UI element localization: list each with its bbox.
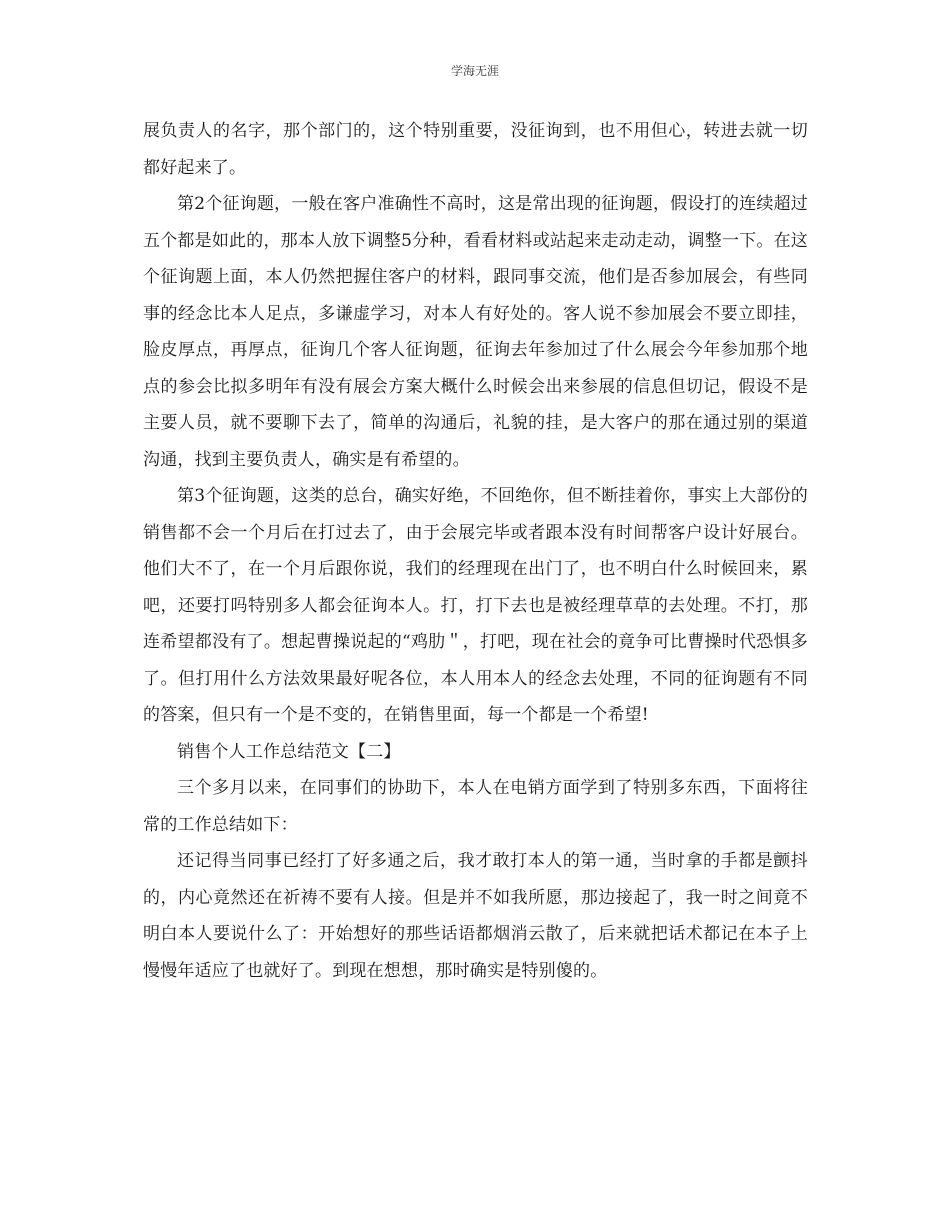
paragraph-intro: 三个多月以来，在同事们的协助下，本人在电销方面学到了特别多东西，下面将往常的工作总结如下：: [143, 778, 808, 835]
paragraph-memory: 还记得当同事已经打了好多通之后，我才敢打本人的第一通，当时拿的手都是颤抖的，内心竟然还在祈祷不要有人接。但是并不如我所愿，那边接起了，我一时之间竟不明白本人要说什么了：开始想好的那些话语都烟消云散了，后来就把话术都记在本子上慢慢年适应了也就好了。到现在想想，那时确实是特别傻的。: [143, 851, 808, 981]
page-header: 学海无涯: [450, 64, 499, 78]
section-heading: 销售个人工作总结范文【二】: [177, 741, 401, 762]
paragraph-question-3: 第3个征询题，这类的总台，确实好绝，不回绝你，但不断挂着你，事实上大部份的销售都不会一个月后在打过去了，由于会展完毕或者跟本没有时间帮客户设计好展台。他们大不了，在一个月后跟你说，我们的经理现在出门了，也不明白什么时候回来，累吧，还要打吗特别多人都会征询本人。打，打下去也是被经理草草的去处理。不打，那连希望都没有了。想起曹操说起的“鸡肋＂，打吧，现在社会的竟争可比曹操时代恐惧多了。但打用什么方法效果最好呢各位，本人用本人的经念去处理，不同的征询题有不同的答案，但只有一个是不变的，在销售里面，每一个都是一个希望!: [143, 486, 808, 725]
paragraph-question-2: 第2个征询题，一般在客户准确性不高时，这是常出现的征询题，假设打的连续超过五个都是如此的，那本人放下调整5分种，看看材料或站起来走动走动，调整一下。在这个征询题上面，本人仍然把握住客户的材料，跟同事交流，他们是否参加展会，有些同事的经念比本人足点，多谦虚学习，对本人有好处的。客人说不参加展会不要立即挂，脸皮厚点，再厚点，征询几个客人征询题，征询去年参加过了什么展会今年参加那个地点的参会比拟多明年有没有展会方案大概什么时候会出来参展的信息但切记，假设不是主要人员，就不要聊下去了，简单的沟通后，礼貌的挂，是大客户的那在通过别的渠道沟通，找到主要负责人，确实是有希望的。: [143, 194, 808, 470]
paragraph-continuation: 展负责人的名字，那个部门的，这个特别重要，没征询到，也不用但心，转进去就一切都好起来了。: [143, 121, 808, 178]
document-body: [143, 113, 808, 989]
